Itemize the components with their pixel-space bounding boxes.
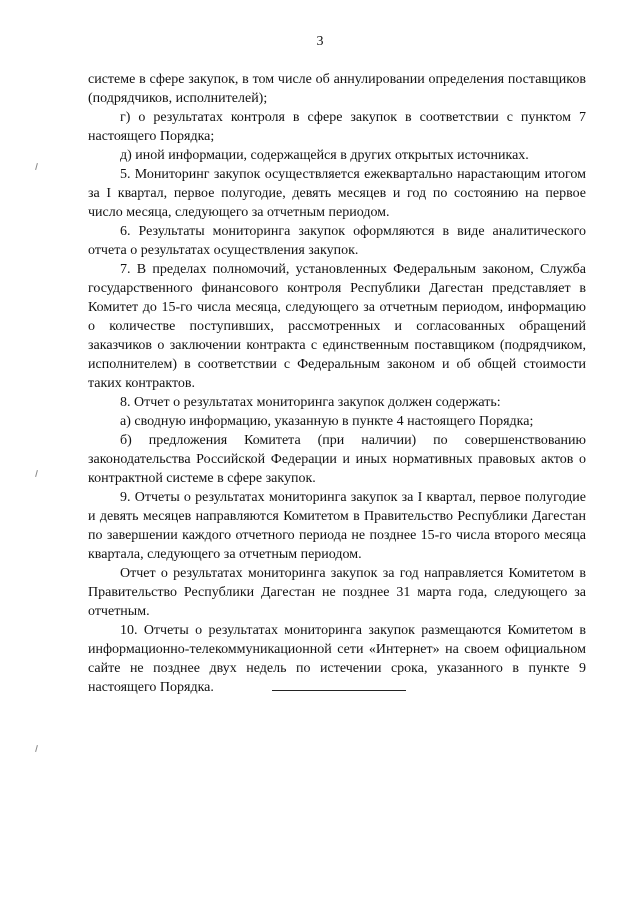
paragraph-item-b: б) предложения Комитета (при наличии) по совершенствованию законодательства Российской Федерации и иных нормативных правовых актов о контрактной системе в сфере закупок. bbox=[88, 433, 586, 486]
margin-mark bbox=[35, 163, 38, 170]
paragraph-6: 6. Результаты мониторинга закупок оформляются в виде аналитического отчета о результатах осуществления закупок. bbox=[88, 224, 586, 258]
paragraph-continuation: системе в сфере закупок, в том числе об аннулировании определения поставщиков (подрядчиков, исполнителей); bbox=[88, 72, 586, 106]
page-number: 3 bbox=[316, 34, 324, 49]
paragraph-item-a: а) сводную информацию, указанную в пункте 4 настоящего Порядка; bbox=[120, 414, 534, 429]
closing-separator-line bbox=[272, 690, 406, 691]
margin-mark bbox=[35, 470, 38, 477]
paragraph-7: 7. В пределах полномочий, установленных Федеральным законом, Служба государственного финансового контроля Республики Дагестан представляет в Комитет до 15-го числа месяца, следующего за отчетным периодом, информацию о количестве поступивших, рассмотренных и согласованных обращений заказчиков о заключении контракта с единственным поставщиком (подрядчиком, исполнителем) в соответствии с Федеральным законом и об общей стоимости таких контрактов. bbox=[88, 262, 586, 391]
margin-mark bbox=[35, 745, 38, 752]
paragraph-10: 10. Отчеты о результатах мониторинга закупок размещаются Комитетом в информационно-телекоммуникационной сети «Интернет» на своем официальном сайте не позднее двух недель по истечении срока, указанного в пункте 9 настоящего Порядка. bbox=[88, 623, 586, 695]
paragraph-9-annual: Отчет о результатах мониторинга закупок за год направляется Комитетом в Правительство Республики Дагестан не позднее 31 марта года, следующего за отчетным. bbox=[88, 566, 586, 619]
paragraph-8: 8. Отчет о результатах мониторинга закупок должен содержать: bbox=[120, 395, 501, 410]
paragraph-item-g: г) о результатах контроля в сфере закупок в соответствии с пунктом 7 настоящего Порядка; bbox=[88, 110, 586, 144]
document-body bbox=[88, 70, 586, 697]
paragraph-5: 5. Мониторинг закупок осуществляется ежеквартально нарастающим итогом за I квартал, первое полугодие, девять месяцев и год по состоянию на первое число месяца, следующего за отчетным периодом. bbox=[88, 167, 586, 220]
paragraph-item-d: д) иной информации, содержащейся в других открытых источниках. bbox=[120, 148, 529, 163]
paragraph-9: 9. Отчеты о результатах мониторинга закупок за I квартал, первое полугодие и девять месяцев направляются Комитетом в Правительство Республики Дагестан по завершении каждого отчетного периода не позднее 15-го числа второго месяца квартала, следующего за отчетным периодом. bbox=[88, 490, 586, 562]
